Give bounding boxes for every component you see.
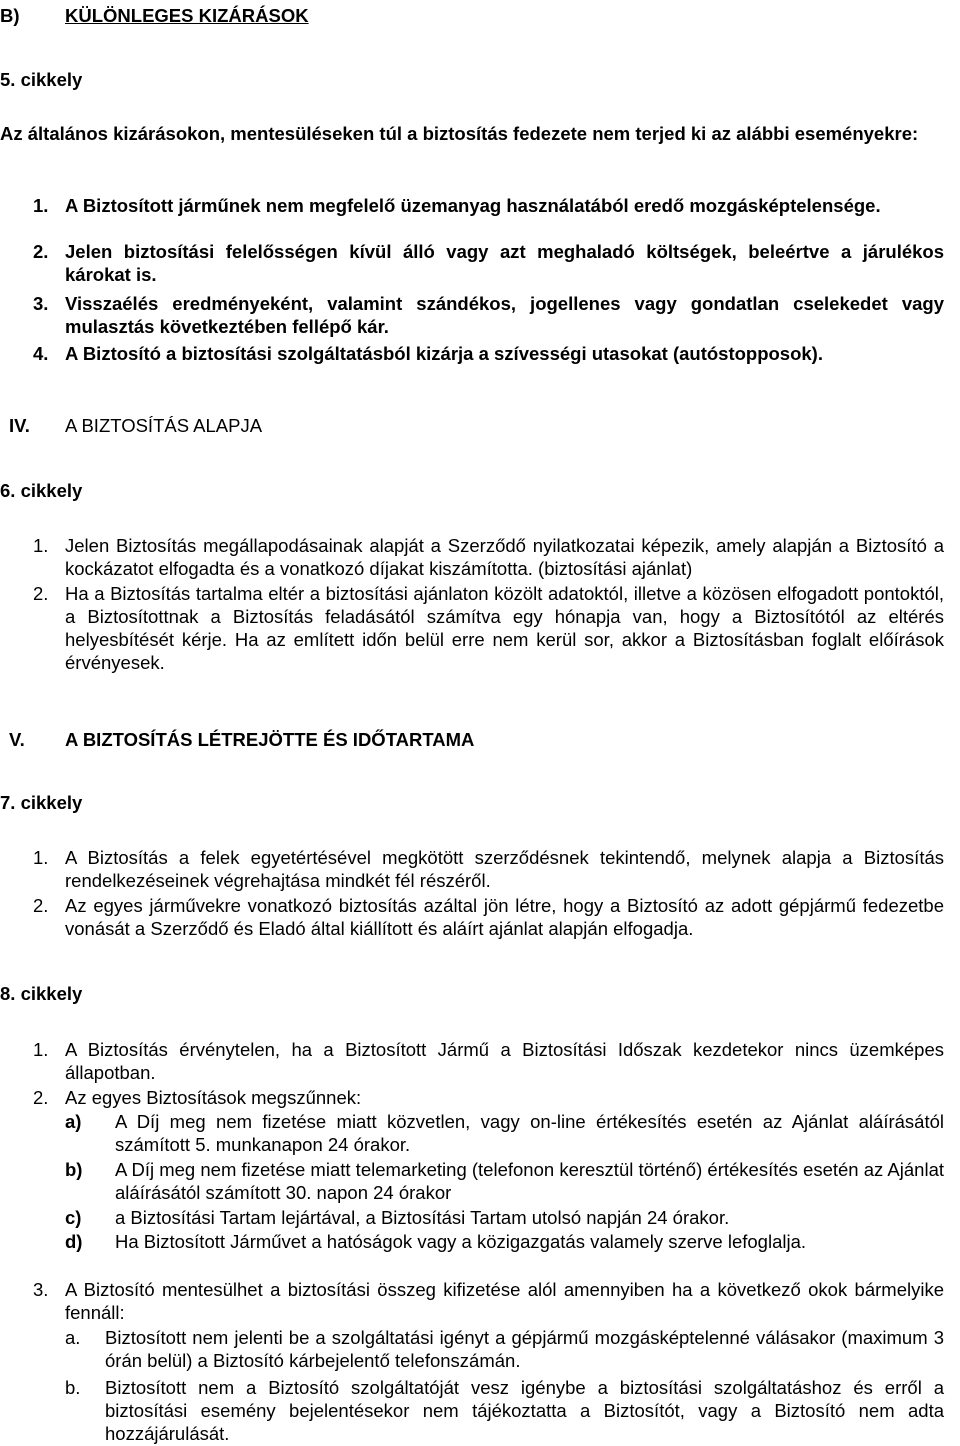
section-iv-label: IV. [9,415,30,436]
section-v-label: V. [9,729,25,750]
article-6-title: 6. cikkely [0,480,83,501]
article-8-title: 8. cikkely [0,983,83,1004]
section-b-title: KÜLÖNLEGES KIZÁRÁSOK [65,5,309,26]
article-5-intro: Az általános kizárásokon, mentesüléseken túl a biztosítás fedezete nem terjed ki az alábbi eseményekre: [0,123,919,144]
article-5-title: 5. cikkely [0,69,83,90]
document-page: B) KÜLÖNLEGES KIZÁRÁSOK 5. cikkely Az általános kizárásokon, mentesüléseken túl a biztosítás fedezete nem terjed ki az alábbi eseményekre: 1. A Biztosított járműnek nem megfelelő üzemanyag használatából eredő mozgásképtelensége. 2. Jelen biztosítási felelősségen kívül álló vagy azt meghaladó költségek, beleértve a járulékos károkat is. 3. Visszaélés eredményeként, valamint szándékos, jogellenes vagy gondatlan cselekedet vagy mulasztás következtében fellépő kár. 4. A Biztosító a biztosítási szolgáltatásból kizárja a szívességi utasokat (autóstopposok). IV. A BIZTOSÍTÁS ALAPJA 6. cikkely 1. Jelen Biztosítás megállapodásainak alapját a Szerződő nyilatkozatai képezik, amely alapján a Biztosító a kockázatot elfogadta és a vonatkozó díjakat kiszámította. (biztosítási ajánlat) 2. Ha a Biztosítás tartalma eltér a biztosítási ajánlaton közölt adatoktól, illetve a közösen elfogadott pontoktól, a Biztosítottnak a Biztosítás feladásától számítva egy hónapja van, hogy a Biztosítótól az eltérés helyesbítését kérje. Ha az említett időn belül erre nem kerül sor, akkor a Biztosításban foglalt előírások érvényesek. V. A BIZTOSÍTÁS LÉTREJÖTTE ÉS IDŐTARTAMA 7. cikkely 1. A Biztosítás a felek egyetértésével megkötött szerződésnek tekintendő, melynek alapja a Biztosítás rendelkezéseinek végrehajtása mindkét fél részéről. 2. Az egyes járművekre vonatkozó biztosítás azáltal jön létre, hogy a Biztosító az adott gépjármű fedezetbe vonását a Szerződő és Eladó által kiállított és aláírt ajánlat alapján elfogadja. 8. cikkely 1. A Biztosítás érvénytelen, ha a Biztosított Jármű a Biztosítási Időszak kezdetekor nincs üzemképes állapotban. 2. Az egyes Biztosítások megszűnnek: a) A Díj meg nem fizetése miatt közvetlen, vagy on-line értékesítés esetén az Ajánlat aláírásától számított 5. munkanapon 24 órakor. b) A Díj meg nem fizetése miatt telemarketing (telefonon keresztül történő) értékesítés esetén az Ajánlat aláírásától számított 30. napon 24 órakor c) a Biztosítási Tartam lejártával, a Biztosítási Tartam utolsó napján 24 órakor. d) Ha Biztosított Járművet a hatóságok vagy a közigazgatás valamely szerve lefoglalja. 3. A Biztosító mentesülhet a biztosítási összeg kifizetése alól amennyiben ha a következő okok bármelyike fennáll: a. Biztosított nem jelenti be a szolgáltatási igényt a gépjármű mozgásképtelenné válásakor (maximum 3 órán belül) a Biztosító kárbejelentő telefonszámán. b. Biztosított nem a Biztosító szolgáltatóját vesz igénybe a biztosítási szolgáltatáshoz és erről a biztosítási esemény bejelentésekor nem tájékoztatta a Biztosítót, vagy a Biztosító nem adta hozzájárulását. [0,5,944,1444]
section-b-label: B) [0,5,20,26]
section-v-title: A BIZTOSÍTÁS LÉTREJÖTTE ÉS IDŐTARTAMA [65,729,475,750]
section-iv-title: A BIZTOSÍTÁS ALAPJA [65,415,263,436]
article-7-title: 7. cikkely [0,792,83,813]
